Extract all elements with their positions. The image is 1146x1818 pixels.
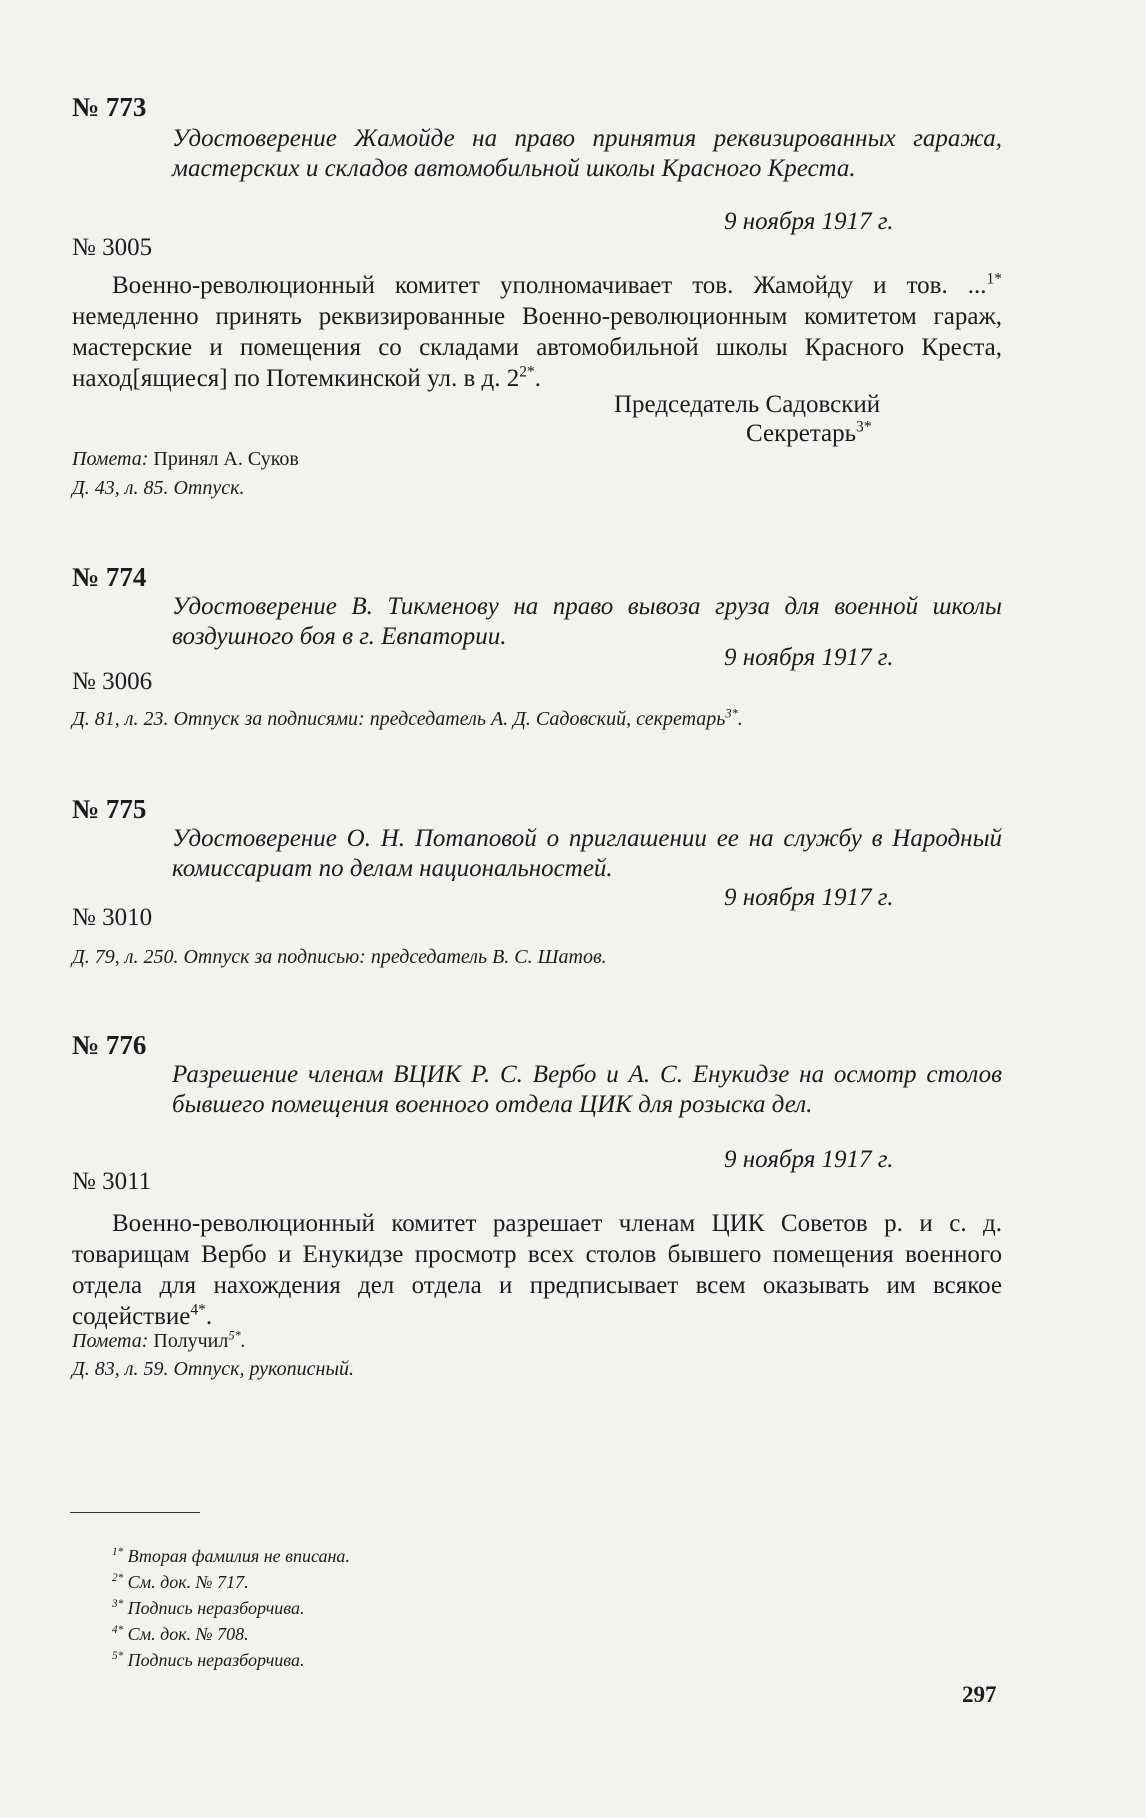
- doc-title: Удостоверение О. Н. Потаповой о приглашении ее на службу в Народный комиссариат по делам национальностей.: [172, 825, 1002, 882]
- doc-body: Военно-революционный комитет уполномачивает тов. Жамойду и тов. ...$^{1*}$ немедленно принять реквизированные Военно-революционным комитетом гараж, мастерские и помещения со складами автомобильной школы Красного Креста, наход[ящиеся] по Потемкинской ул. в д. $2^{2*}$.: [72, 270, 1002, 392]
- footnote: $^{5*}$ Подпись неразборчива.: [112, 1650, 305, 1670]
- signer-secretary: Секретарь$^{3*}$: [746, 418, 872, 447]
- doc-number: № 774: [72, 562, 147, 592]
- doc-date: 9 ноября 1917 г.: [724, 1146, 894, 1173]
- doc-title: Разрешение членам ВЦИК Р. С. Вербо и А. С. Енукидзе на осмотр столов бывшего помещения военного отдела ЦИК для розыска дел.: [172, 1061, 1002, 1118]
- receipt-mark: Помета: Принял А. Суков: [72, 448, 299, 470]
- footnote: $^{1*}$ Вторая фамилия не вписана.: [112, 1546, 350, 1566]
- doc-number: № 773: [72, 92, 147, 122]
- doc-title: Удостоверение Жамойде на право принятия реквизированных гаража, мастерских и складов автомобильной школы Красного Креста.: [172, 125, 1002, 182]
- reg-number: № 3010: [72, 904, 153, 931]
- archive-ref: Д. 43, л. 85. Отпуск.: [72, 477, 245, 499]
- receipt-mark: Помета: Получил$^{5*}$.: [72, 1328, 246, 1352]
- doc-number: № 775: [72, 794, 147, 824]
- archive-ref: Д. 81, л. 23. Отпуск за подписями: председатель А. Д. Садовский, секретарь$^{3*}$.: [72, 706, 743, 730]
- doc-date: 9 ноября 1917 г.: [724, 644, 894, 671]
- footnote: $^{3*}$ Подпись неразборчива.: [112, 1598, 305, 1618]
- doc-date: 9 ноября 1917 г.: [724, 884, 894, 911]
- reg-number: № 3005: [72, 234, 153, 261]
- footnote: $^{4*}$ См. док. № 708.: [112, 1624, 249, 1644]
- archive-ref: Д. 79, л. 250. Отпуск за подписью: председатель В. С. Шатов.: [72, 946, 607, 968]
- doc-title: Удостоверение В. Тикменову на право вывоза груза для военной школы воздушного боя в г. Евпатории.: [172, 593, 1002, 650]
- doc-number: № 776: [72, 1030, 147, 1060]
- doc-date: 9 ноября 1917 г.: [724, 208, 894, 235]
- reg-number: № 3006: [72, 668, 153, 695]
- doc-body: Военно-революционный комитет разрешает членам ЦИК Советов р. и с. д. товарищам Вербо и Енукидзе просмотр всех столов бывшего помещения военного отдела для нахождения дел отдела и предписывает всем оказывать им всякое содействие$^{4*}$.: [72, 1210, 1002, 1330]
- footnote-divider: [70, 1512, 200, 1513]
- signer-chairman: Председатель Садовский: [614, 391, 881, 418]
- footnote: $^{2*}$ См. док. № 717.: [112, 1572, 249, 1592]
- reg-number: № 3011: [72, 1168, 152, 1195]
- page-number: 297: [962, 1682, 997, 1707]
- archive-ref: Д. 83, л. 59. Отпуск, рукописный.: [72, 1358, 354, 1380]
